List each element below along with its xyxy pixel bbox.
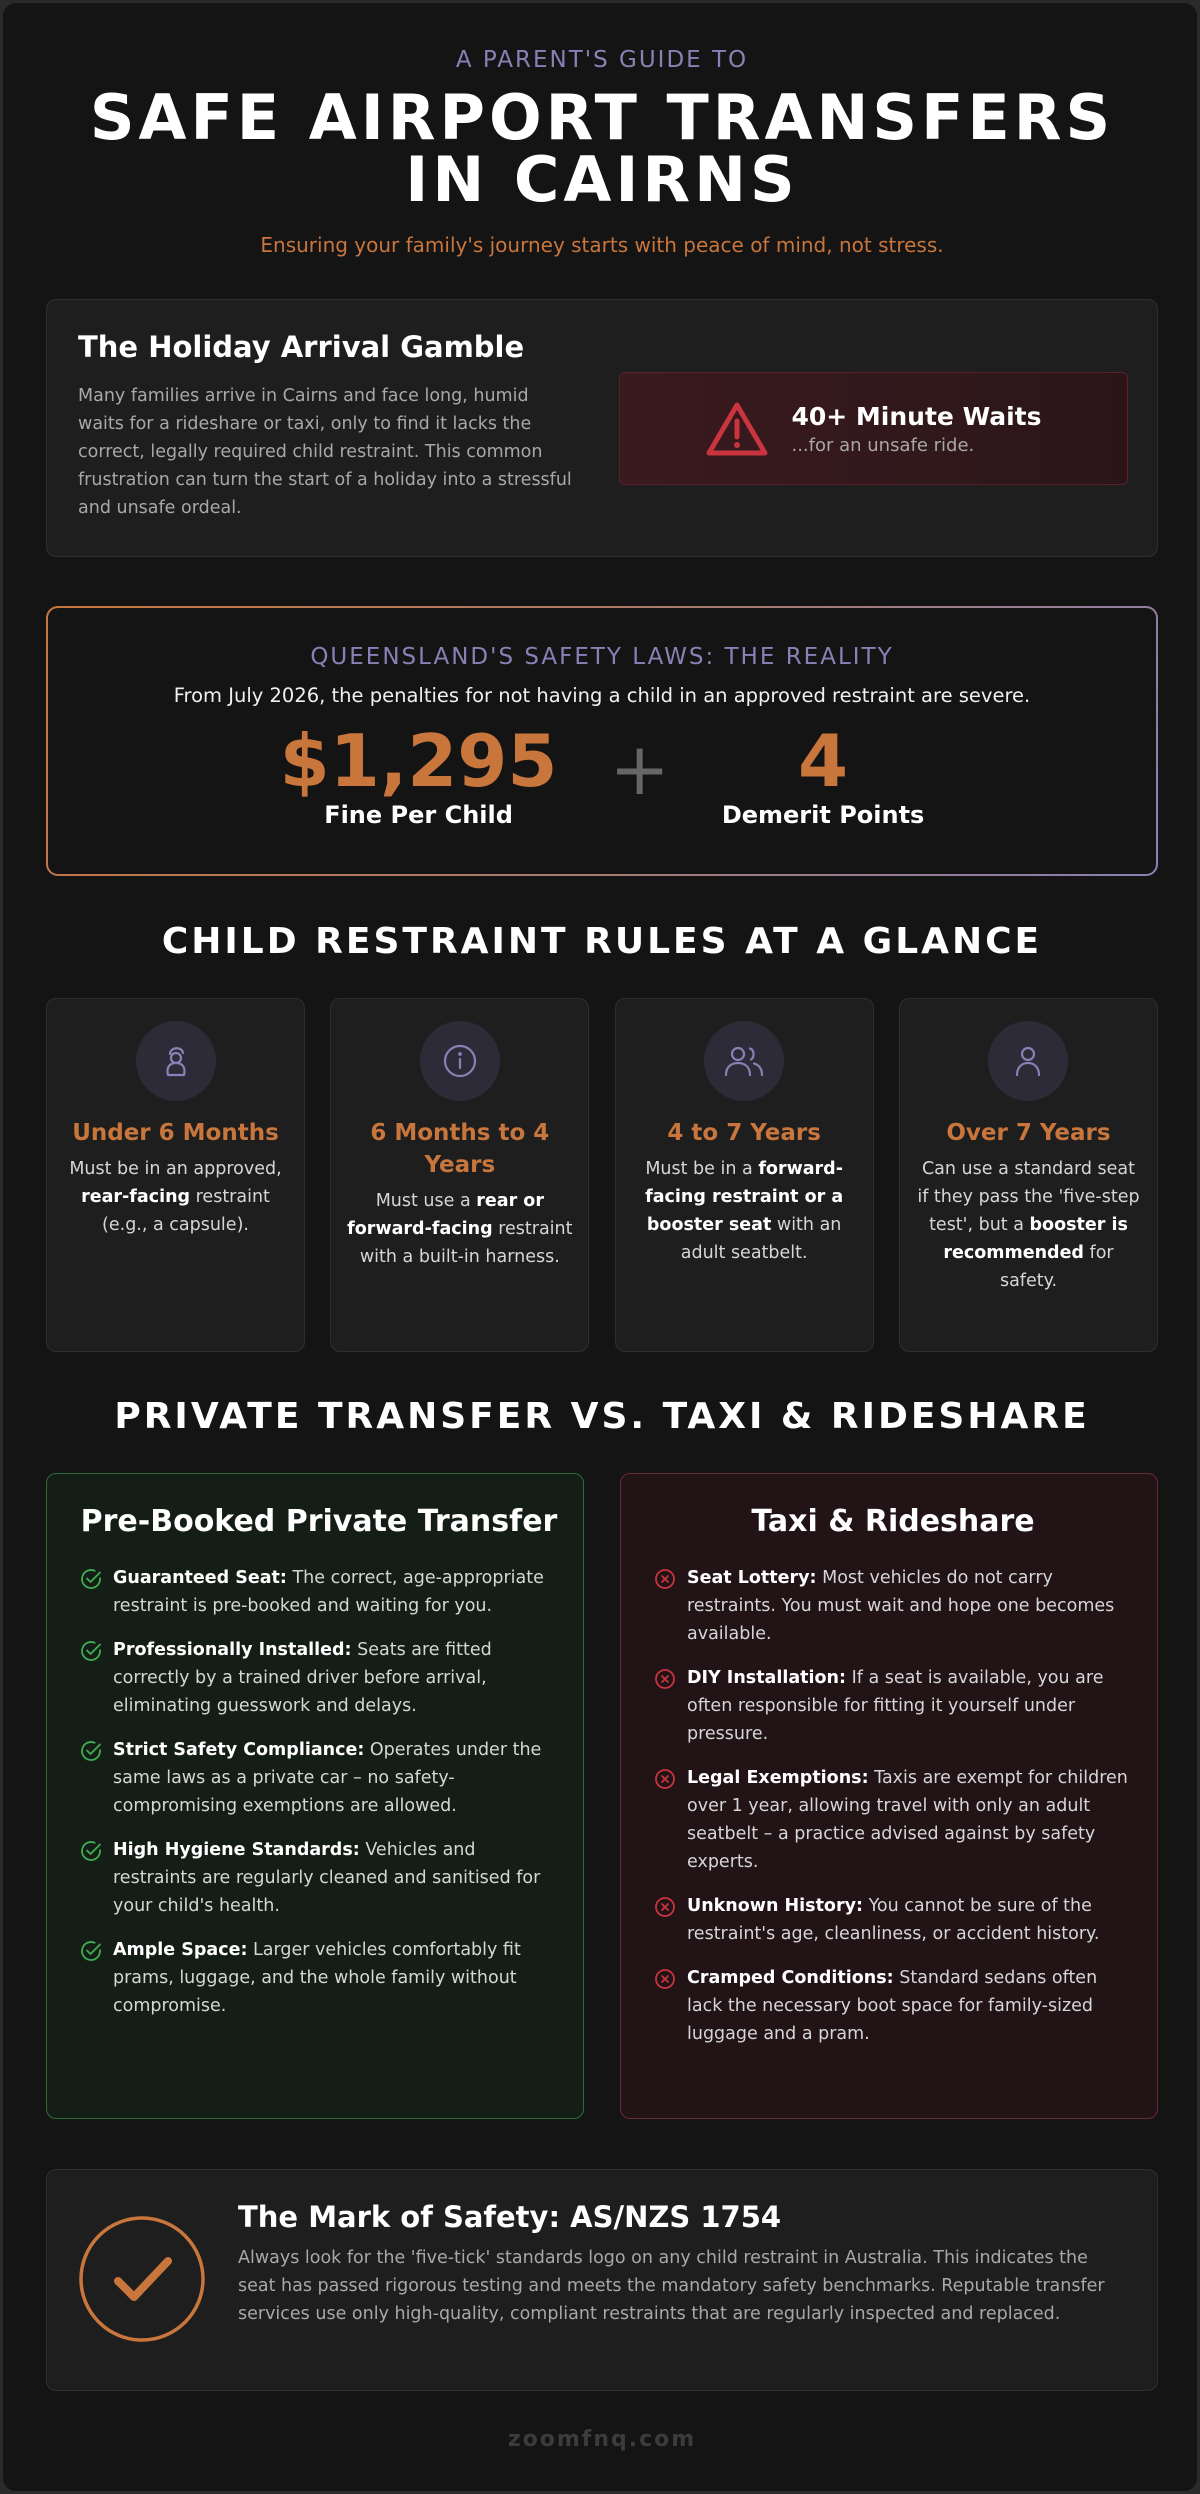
x-circle-icon: [653, 1767, 677, 1791]
user-icon: [988, 1021, 1068, 1101]
safety-mark-text: [238, 2200, 1128, 2328]
warning-triangle-icon: [705, 401, 769, 457]
alert-subtitle: ...for an unsafe ride.: [791, 434, 975, 456]
wait-alert: [619, 372, 1128, 485]
list-item-description: You cannot be sure of the restraint's age, cleanliness, or accident history.: [687, 1896, 1100, 1944]
rule-desc-bold: forward-facing restraint or a booster seat: [645, 1159, 844, 1235]
fine-label: Fine Per Child: [324, 801, 513, 829]
check-circle-icon: [79, 1939, 103, 1963]
fine-stat: [280, 721, 558, 829]
rule-desc-text: restraint (e.g., a capsule).: [102, 1187, 270, 1235]
rule-desc-text: Can use a standard seat if they pass the 'five-step test', but a: [917, 1159, 1140, 1235]
arrival-text: [78, 330, 578, 522]
list-item: [79, 1736, 559, 1820]
alert-title: 40+ Minute Waits: [791, 401, 1042, 431]
rule-card-6-months-to-4-years: [330, 998, 589, 1352]
rule-description: [914, 1155, 1143, 1295]
list-item-label: Strict Safety Compliance:: [113, 1740, 365, 1760]
list-item: [653, 1564, 1133, 1648]
list-item-description: Operates under the same laws as a private car – no safety-compromising exemptions are allowed.: [113, 1740, 542, 1816]
list-item: [653, 1964, 1133, 2048]
list-item-label: High Hygiene Standards:: [113, 1840, 360, 1860]
rule-card-over-7-years: [899, 998, 1158, 1352]
list-item-description: The correct, age-appropriate restraint is pre-booked and waiting for you.: [113, 1568, 544, 1616]
arrival-card: [46, 299, 1158, 557]
list-item-label: Legal Exemptions:: [687, 1768, 869, 1788]
list-item-text: [687, 1664, 1133, 1748]
private-transfer-column: [46, 1473, 584, 2119]
list-item: [79, 1636, 559, 1720]
rule-desc-text: Must be in an approved,: [69, 1159, 282, 1179]
infographic-page: [2, 2, 1198, 2492]
list-item: [653, 1892, 1133, 1948]
x-circle-icon: [653, 1667, 677, 1691]
laws-subtitle: From July 2026, the penalties for not having a child in an approved restraint are severe.: [173, 684, 1031, 707]
info-icon: [420, 1021, 500, 1101]
rules-heading: CHILD RESTRAINT RULES AT A GLANCE: [161, 921, 1043, 962]
safety-laws-panel: [46, 606, 1158, 876]
check-circle-icon: [79, 1639, 103, 1663]
list-item-text: [687, 1764, 1133, 1876]
private-transfer-title: Pre-Booked Private Transfer: [80, 1504, 558, 1539]
check-circle-icon: [79, 1839, 103, 1863]
list-item-text: [113, 1936, 559, 2020]
rule-title: Under 6 Months: [72, 1120, 279, 1146]
safety-mark-body: Always look for the 'five-tick' standards logo on any child restraint in Australia. This indicates the seat has passed rigorous testing and meets the mandatory safety benchmarks. Reputable transfer services use only high-quality, compliant restraints that are regularly inspected and replaced.: [238, 2248, 1105, 2324]
list-item-description: If a seat is available, you are often responsible for fitting it yourself under pressure.: [687, 1668, 1104, 1744]
comparison-heading: PRIVATE TRANSFER VS. TAXI & RIDESHARE: [114, 1396, 1090, 1437]
arrival-body: Many families arrive in Cairns and face long, humid waits for a rideshare or taxi, only to find it lacks the correct, legally required child restraint. This common frustration can turn the start of a holiday into a stressful and unsafe ordeal.: [78, 386, 572, 518]
rule-desc-text: with an adult seatbelt.: [680, 1215, 842, 1263]
list-item: [79, 1564, 559, 1620]
header: [46, 47, 1158, 257]
alert-text: [791, 402, 1041, 456]
rule-description: [630, 1155, 859, 1267]
header-kicker: A PARENT'S GUIDE TO: [455, 47, 749, 73]
rule-title: 6 Months to 4 Years: [370, 1120, 550, 1178]
list-item-text: [113, 1836, 559, 1920]
page-title: SAFE AIRPORT TRANSFERS IN CAIRNS: [89, 81, 1115, 216]
list-item-label: Unknown History:: [687, 1896, 863, 1916]
footer-site-name: zoomfnq.com: [507, 2427, 697, 2452]
comparison-grid: [46, 1473, 1158, 2119]
rule-desc-text: restraint with a built-in harness.: [359, 1219, 573, 1267]
private-transfer-list: [79, 1564, 559, 2020]
check-circle-icon: [79, 1567, 103, 1591]
x-circle-icon: [653, 1967, 677, 1991]
list-item: [79, 1836, 559, 1920]
rule-desc-bold: rear-facing: [81, 1187, 191, 1207]
list-item-text: [113, 1564, 559, 1620]
checkmark-circle-icon: [78, 2215, 206, 2343]
x-circle-icon: [653, 1567, 677, 1591]
list-item-text: [687, 1964, 1133, 2048]
safety-mark-title: The Mark of Safety: AS/NZS 1754: [238, 2200, 782, 2234]
baby-icon: [136, 1021, 216, 1101]
rule-desc-text: Must use a: [375, 1191, 477, 1211]
list-item: [653, 1764, 1133, 1876]
check-circle-icon: [79, 1739, 103, 1763]
rule-description: [345, 1187, 574, 1271]
list-item-text: [113, 1736, 559, 1820]
arrival-title: The Holiday Arrival Gamble: [78, 330, 525, 364]
rule-card-4-to-7-years: [615, 998, 874, 1352]
taxi-rideshare-list: [653, 1564, 1133, 2048]
points-value: 4: [798, 719, 849, 803]
safety-mark-card: [46, 2169, 1158, 2391]
penalty-stats: [48, 721, 1156, 829]
list-item-text: [687, 1892, 1133, 1948]
list-item-label: DIY Installation:: [687, 1668, 847, 1688]
list-item: [79, 1936, 559, 2020]
list-item-description: Most vehicles do not carry restraints. You must wait and hope one becomes available.: [687, 1568, 1115, 1644]
list-item-label: Cramped Conditions:: [687, 1968, 894, 1988]
list-item-text: [113, 1636, 559, 1720]
rules-grid: [46, 998, 1158, 1352]
rule-title: Over 7 Years: [946, 1120, 1111, 1146]
list-item: [653, 1664, 1133, 1748]
users-icon: [704, 1021, 784, 1101]
list-item-description: Seats are fitted correctly by a trained driver before arrival, eliminating guesswork and delays.: [113, 1640, 492, 1716]
rule-desc-bold: booster is recommended: [943, 1215, 1128, 1263]
rule-title: 4 to 7 Years: [667, 1120, 821, 1146]
fine-value: $1,295: [279, 719, 558, 803]
rule-card-under-6-months: [46, 998, 305, 1352]
list-item-label: Guaranteed Seat:: [113, 1568, 287, 1588]
taxi-rideshare-column: [620, 1473, 1158, 2119]
list-item-description: Vehicles and restraints are regularly cleaned and sanitised for your child's health.: [113, 1840, 541, 1916]
points-label: Demerit Points: [721, 801, 925, 829]
list-item-label: Seat Lottery:: [687, 1568, 817, 1588]
rule-desc-text: Must be in a: [645, 1159, 759, 1179]
x-circle-icon: [653, 1895, 677, 1919]
taxi-rideshare-title: Taxi & Rideshare: [751, 1504, 1035, 1539]
page-subtitle: Ensuring your family's journey starts with peace of mind, not stress.: [260, 233, 944, 257]
list-item-description: Taxis are exempt for children over 1 year, allowing travel with only an adult seatbelt – a practice advised against by safety experts.: [687, 1768, 1128, 1872]
plus-sign: +: [609, 727, 670, 811]
safety-laws-inner: [48, 608, 1156, 874]
laws-kicker: QUEENSLAND'S SAFETY LAWS: THE REALITY: [310, 644, 894, 670]
list-item-description: Larger vehicles comfortably fit prams, luggage, and the whole family without compromise.: [113, 1940, 521, 2016]
list-item-text: [687, 1564, 1133, 1648]
list-item-description: Standard sedans often lack the necessary boot space for family-sized luggage and a pram.: [687, 1968, 1098, 2044]
points-stat: [722, 721, 925, 829]
list-item-label: Professionally Installed:: [113, 1640, 352, 1660]
list-item-label: Ample Space:: [113, 1940, 248, 1960]
rule-description: [61, 1155, 290, 1239]
rule-desc-bold: rear or forward-facing: [347, 1191, 544, 1239]
rule-desc-text: for safety.: [999, 1243, 1114, 1291]
